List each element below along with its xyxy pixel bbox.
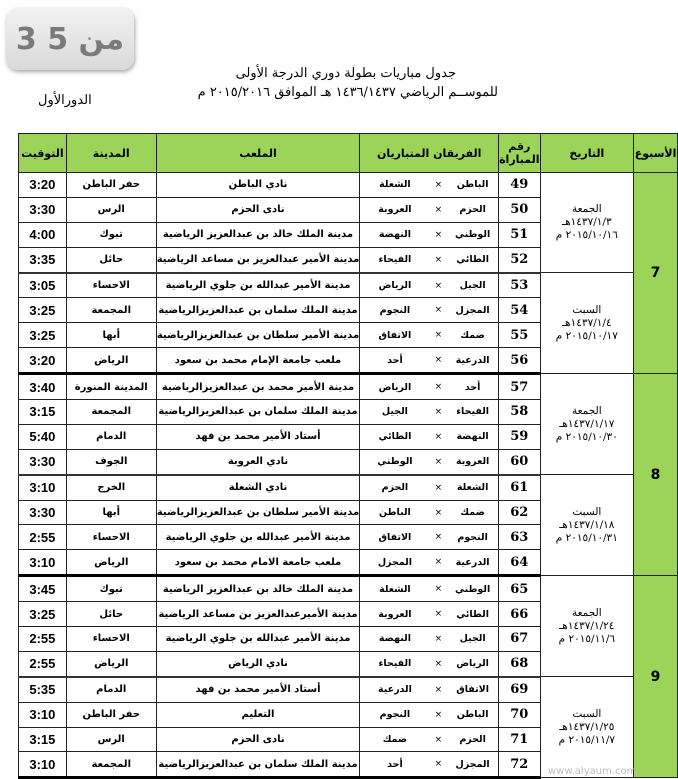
vs-symbol: × — [430, 273, 448, 298]
vs-symbol: × — [430, 500, 448, 525]
home-team: الوطني — [447, 222, 498, 247]
vs-symbol: × — [430, 752, 448, 778]
kickoff-time: 3:30 — [19, 449, 67, 474]
stadium: نادي الشعلة — [156, 475, 360, 500]
vs-symbol: × — [430, 197, 448, 222]
stadium: مدينة الملك خالد بن عبدالعزيز الرياضية — [156, 576, 360, 602]
page-counter-badge: 3 من 5 — [6, 8, 134, 70]
table-row — [19, 475, 678, 500]
city: المجمعة — [66, 400, 156, 425]
home-team: الحزم — [447, 197, 498, 222]
vs-symbol: × — [430, 374, 448, 400]
home-team: العروبة — [447, 449, 498, 474]
date-hijri: ١٤٣٧/١/١٧هـ — [559, 417, 615, 430]
home-team: الوطني — [447, 576, 498, 602]
schedule-title: جدول مباريات بطولة دوري الدرجة الأولى — [235, 66, 456, 81]
date-day: الجمعة — [571, 606, 602, 619]
match-date — [540, 273, 634, 374]
table-row — [19, 677, 678, 702]
kickoff-time: 2:55 — [19, 525, 67, 550]
date-hijri: ١٤٣٧/١/٤هـ — [562, 316, 612, 329]
match-date — [540, 677, 637, 778]
match-date — [540, 374, 634, 475]
vs-symbol: × — [430, 400, 448, 425]
date-day: السبت — [572, 707, 602, 720]
away-team: العروبة — [360, 602, 430, 627]
city: المدينة المنورة — [66, 374, 156, 400]
home-team: ضمك — [447, 500, 498, 525]
kickoff-time: 3:15 — [19, 727, 67, 752]
stadium: مدينة الملك خالد بن عبدالعزيز الرياضية — [156, 222, 360, 247]
vs-symbol: × — [430, 525, 448, 550]
away-team: الفيحاء — [360, 247, 430, 272]
home-team: الجيل — [447, 627, 498, 652]
kickoff-time: 3:25 — [19, 298, 67, 323]
vs-symbol: × — [430, 173, 448, 198]
date-day: الجمعة — [571, 404, 602, 417]
header-date: التاريخ — [540, 134, 634, 173]
city: الاحساء — [66, 273, 156, 298]
kickoff-time: 5:35 — [19, 677, 67, 702]
kickoff-time: 3:10 — [19, 475, 67, 500]
vs-symbol: × — [430, 727, 448, 752]
match-number: 57 — [499, 374, 541, 400]
kickoff-time: 3:15 — [19, 400, 67, 425]
home-team: الاتفاق — [447, 677, 498, 702]
stadium: ملعب جامعة الامام محمد بن سعود — [156, 550, 360, 576]
match-date — [540, 475, 634, 576]
match-number: 50 — [499, 197, 541, 222]
date-day: الجمعة — [571, 203, 602, 216]
stadium: نادي الباطن — [156, 173, 360, 198]
vs-symbol: × — [430, 323, 448, 348]
match-number: 56 — [499, 348, 541, 374]
home-team: أحد — [447, 374, 498, 400]
away-team: النهضة — [360, 627, 430, 652]
match-number: 68 — [499, 651, 541, 676]
match-number: 54 — [499, 298, 541, 323]
kickoff-time: 3:30 — [19, 197, 67, 222]
header-stadium: الملعب — [156, 134, 360, 173]
table-header-row — [19, 134, 678, 173]
match-number: 67 — [499, 627, 541, 652]
date-gregorian: ٢٠١٥/١٠/٣١ م — [555, 531, 618, 544]
home-team: المجزل — [447, 752, 498, 778]
stadium: أستاد الأمير محمد بن فهد — [156, 424, 360, 449]
home-team: النهضة — [447, 424, 498, 449]
stadium: نادى الحزم — [156, 727, 360, 752]
city: المجمعة — [66, 298, 156, 323]
away-team: الجيل — [360, 400, 430, 425]
vs-symbol: × — [430, 424, 448, 449]
date-gregorian: ٢٠١٥/١١/٧ م — [558, 733, 616, 746]
away-team: الاتفاق — [360, 525, 430, 550]
vs-symbol: × — [430, 677, 448, 702]
schedule-body — [19, 173, 678, 778]
away-team: الاتفاق — [360, 323, 430, 348]
vs-symbol: × — [430, 627, 448, 652]
table-row — [19, 173, 678, 198]
date-hijri: ١٤٣٧/١/٢٤هـ — [559, 619, 615, 632]
match-number: 60 — [499, 449, 541, 474]
stadium: ملعب جامعة الإمام محمد بن سعود — [156, 348, 360, 374]
vs-symbol: × — [430, 298, 448, 323]
stadium: مدينة الأمير سلطان بن عبدالعزيزالرياضية — [156, 500, 360, 525]
home-team: الفيحاء — [447, 400, 498, 425]
kickoff-time: 2:55 — [19, 627, 67, 652]
kickoff-time: 3:45 — [19, 576, 67, 602]
city: حائل — [66, 602, 156, 627]
away-team: الرياض — [360, 374, 430, 400]
match-number: 64 — [499, 550, 541, 576]
match-number: 52 — [499, 247, 541, 272]
match-number: 59 — [499, 424, 541, 449]
stadium: نادي العروبة — [156, 449, 360, 474]
date-gregorian: ٢٠١٥/١٠/١٧ م — [555, 329, 618, 342]
stadium: مدينة الأمير محمد بن عبدالعزيزالرياضية — [156, 374, 360, 400]
city: أبها — [66, 500, 156, 525]
match-date — [540, 173, 634, 273]
home-team: الباطن — [447, 173, 498, 198]
match-schedule-table — [18, 133, 678, 779]
kickoff-time: 3:25 — [19, 323, 67, 348]
date-hijri: ١٤٣٧/١/١٨هـ — [559, 518, 615, 531]
away-team: أحد — [360, 752, 430, 778]
away-team: ضمك — [360, 727, 430, 752]
home-team: الطائي — [447, 247, 498, 272]
header-week: الأسبوع — [634, 134, 678, 173]
match-number: 53 — [499, 273, 541, 298]
away-team: المجزل — [360, 550, 430, 576]
away-team: الفيحاء — [360, 651, 430, 676]
home-team: الحزم — [447, 727, 498, 752]
match-number: 65 — [499, 576, 541, 602]
away-team: العروبة — [360, 197, 430, 222]
kickoff-time: 3:10 — [19, 550, 67, 576]
home-team: المجزل — [447, 298, 498, 323]
header-match-number: رقم المباراة — [499, 134, 541, 173]
kickoff-time: 4:00 — [19, 222, 67, 247]
away-team: الطائي — [360, 424, 430, 449]
stadium: مدينة الملك سلمان بن عبدالعزيزالرياضية — [156, 752, 360, 778]
stadium: مدينة الأمير عبدالله بن جلوي الرياضية — [156, 525, 360, 550]
vs-symbol: × — [430, 576, 448, 602]
date-day: السبت — [572, 303, 602, 316]
away-team: الوطني — [360, 449, 430, 474]
home-team: ضمك — [447, 323, 498, 348]
away-team: الباطن — [360, 500, 430, 525]
stadium: مدينة الأمير عبدالله بن جلوي الرياضية — [156, 273, 360, 298]
stadium: نادي الرياض — [156, 651, 360, 676]
city: المجمعة — [66, 752, 156, 778]
away-team: الشعلة — [360, 576, 430, 602]
kickoff-time: 5:40 — [19, 424, 67, 449]
date-gregorian: ٢٠١٥/١٠/١٦ م — [555, 229, 618, 242]
date-hijri: ١٤٣٧/١/٣هـ — [562, 216, 612, 229]
kickoff-time: 3:20 — [19, 173, 67, 198]
city: الرياض — [66, 348, 156, 374]
city: الرس — [66, 197, 156, 222]
match-number: 69 — [499, 677, 541, 702]
match-number: 58 — [499, 400, 541, 425]
away-team: الدرعية — [360, 677, 430, 702]
city: تبوك — [66, 576, 156, 602]
date-hijri: ١٤٣٧/١/٢٥هـ — [559, 720, 615, 733]
match-number: 70 — [499, 702, 541, 727]
away-team: النهضة — [360, 222, 430, 247]
table-row — [19, 273, 678, 298]
match-date — [540, 576, 634, 677]
week-number: 7 — [634, 173, 678, 374]
away-team: الشعلة — [360, 173, 430, 198]
city: حفر الباطن — [66, 173, 156, 198]
match-number: 49 — [499, 173, 541, 198]
city: الرياض — [66, 651, 156, 676]
city: الرياض — [66, 550, 156, 576]
match-number: 51 — [499, 222, 541, 247]
kickoff-time: 3:35 — [19, 247, 67, 272]
stadium: مدينة الملك سلمان بن عبدالعزيزالرياضية — [156, 400, 360, 425]
home-team: الدرعية — [447, 348, 498, 374]
home-team: الباطن — [447, 702, 498, 727]
city: الاحساء — [66, 525, 156, 550]
match-number: 71 — [499, 727, 541, 752]
home-team: الجيل — [447, 273, 498, 298]
city: الاحساء — [66, 627, 156, 652]
vs-symbol: × — [430, 702, 448, 727]
city: تبوك — [66, 222, 156, 247]
match-number: 61 — [499, 475, 541, 500]
match-number: 63 — [499, 525, 541, 550]
vs-symbol: × — [430, 222, 448, 247]
stadium: أستاد الأمير محمد بن فهد — [156, 677, 360, 702]
season-subtitle: للموســم الرياضي ١٤٣٦/١٤٣٧ هـ الموافق ٢٠١٥/٢٠١٦ م — [197, 85, 498, 100]
date-day: السبت — [572, 505, 602, 518]
city: الدمام — [66, 677, 156, 702]
home-team: النجوم — [447, 525, 498, 550]
kickoff-time: 2:55 — [19, 651, 67, 676]
stadium: التعليم — [156, 702, 360, 727]
city: حفر الباطن — [66, 702, 156, 727]
vs-symbol: × — [430, 449, 448, 474]
vs-symbol: × — [430, 475, 448, 500]
away-team: النجوم — [360, 702, 430, 727]
table-row — [19, 576, 678, 602]
city: الجوف — [66, 449, 156, 474]
header-teams: الفريقان المتباريان — [360, 134, 499, 173]
date-gregorian: ٢٠١٥/١٠/٣٠ م — [555, 430, 618, 443]
kickoff-time: 3:20 — [19, 348, 67, 374]
away-team: الرياض — [360, 273, 430, 298]
kickoff-time: 3:05 — [19, 273, 67, 298]
watermark: www.alyaum.com — [548, 766, 637, 777]
week-number: 9 — [634, 576, 678, 778]
vs-symbol: × — [430, 550, 448, 576]
away-team: أحد — [360, 348, 430, 374]
city: الرس — [66, 727, 156, 752]
away-team: النجوم — [360, 298, 430, 323]
match-number: 66 — [499, 602, 541, 627]
table-row — [19, 374, 678, 400]
stadium: مدينة الأميرعبدالعزيز بن مساعد الرياضية — [156, 602, 360, 627]
match-number: 72 — [499, 752, 541, 778]
stadium: مدينة الأمير سلطان بن عبدالعزيزالرياضية — [156, 323, 360, 348]
kickoff-time: 3:40 — [19, 374, 67, 400]
vs-symbol: × — [430, 651, 448, 676]
stadium: مدينة الملك سلمان بن عبدالعزيزالرياضية — [156, 298, 360, 323]
match-number: 62 — [499, 500, 541, 525]
vs-symbol: × — [430, 602, 448, 627]
home-team: الدرعية — [447, 550, 498, 576]
header-time: التوقيت — [19, 134, 67, 173]
week-number: 8 — [634, 374, 678, 576]
date-gregorian: ٢٠١٥/١١/٦ م — [558, 632, 616, 645]
stadium: مدينة الأمير عبدالعزيز بن مساعد الرياضية — [156, 247, 360, 272]
vs-symbol: × — [430, 247, 448, 272]
home-team: الشعلة — [447, 475, 498, 500]
city: أبها — [66, 323, 156, 348]
away-team: الحزم — [360, 475, 430, 500]
city: حائل — [66, 247, 156, 272]
home-team: الرياض — [447, 651, 498, 676]
round-label: الدورالأول — [38, 93, 92, 108]
vs-symbol: × — [430, 348, 448, 374]
stadium: نادى الحزم — [156, 197, 360, 222]
stadium: مدينة الأمير عبدالله بن جلوي الرياضية — [156, 627, 360, 652]
kickoff-time: 3:10 — [19, 702, 67, 727]
kickoff-time: 3:10 — [19, 752, 67, 778]
city: الدمام — [66, 424, 156, 449]
home-team: الطائي — [447, 602, 498, 627]
city: الخرج — [66, 475, 156, 500]
kickoff-time: 3:25 — [19, 602, 67, 627]
header-city: المدينة — [66, 134, 156, 173]
kickoff-time: 3:30 — [19, 500, 67, 525]
match-number: 55 — [499, 323, 541, 348]
